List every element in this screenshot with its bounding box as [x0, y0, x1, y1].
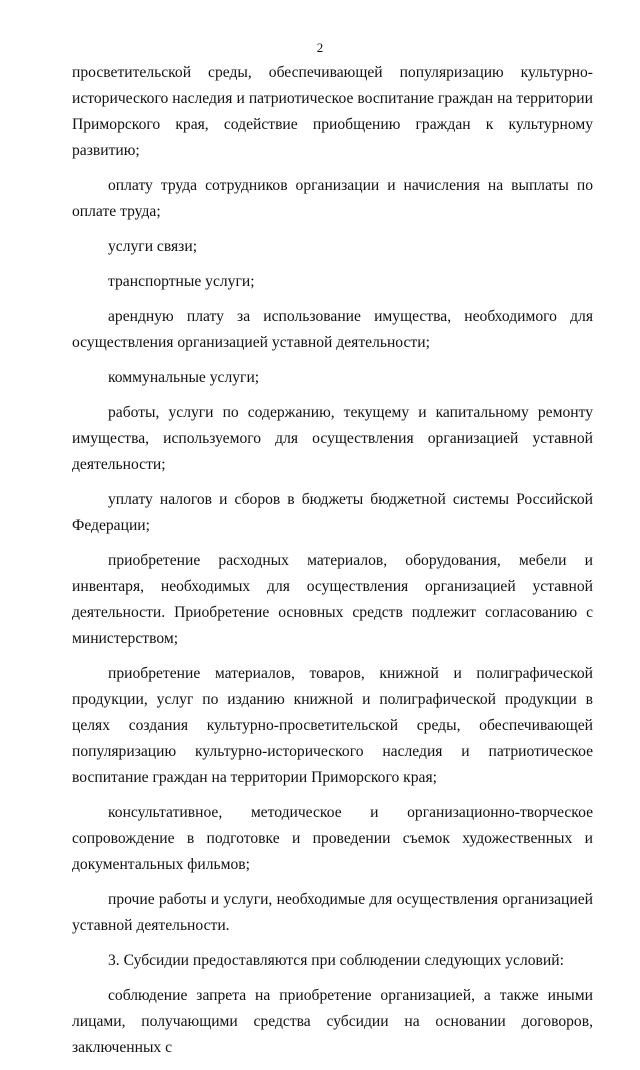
paragraph: уплату налогов и сборов в бюджеты бюджетной системы Российской Федерации;	[72, 491, 593, 534]
paragraph: оплату труда сотрудников организации и начисления на выплаты по оплате труда;	[72, 177, 593, 220]
paragraph: коммунальные услуги;	[108, 369, 260, 386]
paragraph: арендную плату за использование имущества, необходимого для осуществления организацией уставной деятельности;	[72, 308, 593, 351]
paragraph: работы, услуги по содержанию, текущему и капитальному ремонту имущества, используемого для осуществления организацией уставной деятельности;	[72, 404, 593, 473]
paragraph: 3. Субсидии предоставляются при соблюдении следующих условий:	[108, 952, 564, 969]
paragraph: приобретение материалов, товаров, книжной и полиграфической продукции, услуг по изданию книжной и полиграфической продукции в целях создания культурно-просветительской среды, обеспечивающей популяризацию культурно-исторического наследия и патриотическое воспитание граждан на территории Приморского края;	[72, 665, 593, 786]
paragraph: консультативное, методическое и организационно-творческое сопровождение в подготовке и проведении съемок художественных и документальных фильмов;	[72, 804, 593, 873]
paragraph: прочие работы и услуги, необходимые для осуществления организацией уставной деятельности.	[72, 891, 593, 934]
paragraph: транспортные услуги;	[108, 273, 255, 290]
document-body	[72, 60, 593, 1070]
paragraph: услуги связи;	[108, 238, 198, 255]
page-number: 2	[316, 40, 324, 55]
paragraph: соблюдение запрета на приобретение организацией, а также иными лицами, получающими средства субсидии на основании договоров, заключенных с	[72, 987, 593, 1056]
paragraph: приобретение расходных материалов, оборудования, мебели и инвентаря, необходимых для осуществления организацией уставной деятельности. Приобретение основных средств подлежит согласованию с министерством;	[72, 552, 593, 647]
paragraph: просветительской среды, обеспечивающей популяризацию культурно-исторического наследия и патриотическое воспитание граждан на территории Приморского края, содействие приобщению граждан к культурному развитию;	[72, 64, 593, 159]
